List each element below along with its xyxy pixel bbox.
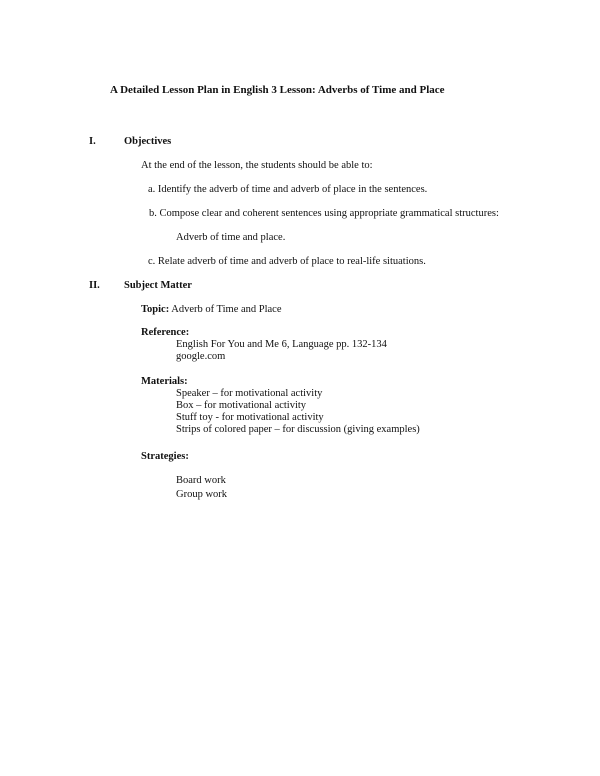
lesson-plan-title: A Detailed Lesson Plan in English 3 Lesson: Adverbs of Time and Place [110,84,445,96]
material-item: Strips of colored paper – for discussion (giving examples) [176,424,420,435]
reference-label: Reference: [141,327,190,338]
strategy-item: Group work [176,489,228,500]
material-item: Stuff toy - for motivational activity [176,412,324,423]
section-1-numeral: I. [89,136,96,147]
strategy-item: Board work [176,475,226,486]
objective-c: c. Relate adverb of time and adverb of place to real-life situations. [148,256,426,267]
section-2-heading: Subject Matter [124,280,192,291]
reference-item: English For You and Me 6, Language pp. 132-134 [176,339,387,350]
objectives-intro: At the end of the lesson, the students should be able to: [141,160,373,171]
reference-item: google.com [176,351,226,362]
objective-b-detail: Adverb of time and place. [176,232,286,243]
objective-b: b. Compose clear and coherent sentences using appropriate grammatical structures: [149,208,499,219]
topic-line [141,304,282,316]
objective-a: a. Identify the adverb of time and adverb of place in the sentences. [148,184,428,195]
materials-label: Materials: [141,376,188,387]
topic-value: Adverb of Time and Place [169,304,282,315]
material-item: Speaker – for motivational activity [176,388,323,399]
section-1-heading: Objectives [124,136,172,147]
strategies-label: Strategies: [141,451,189,462]
topic-label: Topic: [141,304,170,315]
section-2-numeral: II. [89,280,100,291]
material-item: Box – for motivational activity [176,400,307,411]
